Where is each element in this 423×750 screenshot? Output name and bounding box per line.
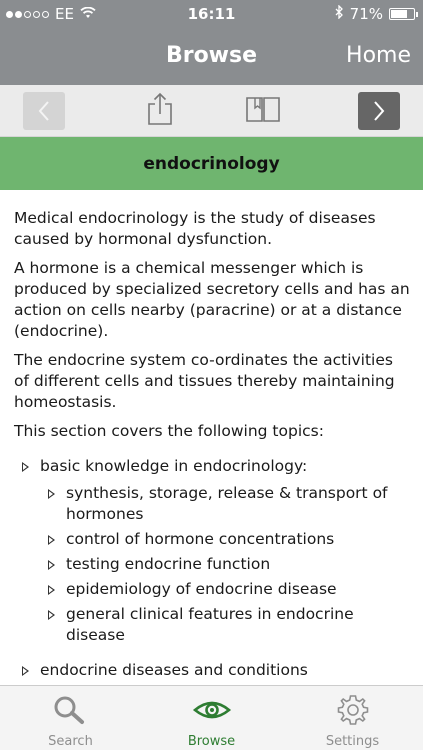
- battery-fill: [391, 10, 407, 18]
- battery-percent: 71%: [349, 5, 383, 23]
- triangle-bullet-icon: [22, 462, 29, 472]
- tab-search[interactable]: [0, 686, 141, 750]
- bluetooth-icon: [335, 5, 344, 23]
- eye-icon: [192, 694, 232, 726]
- topics-intro: This section covers the following topics:: [14, 422, 324, 440]
- status-time: 16:11: [187, 5, 236, 23]
- tab-label: Search: [48, 734, 93, 749]
- triangle-bullet-icon: [22, 666, 29, 676]
- subtopic-label: epidemiology of endocrine disease: [66, 580, 337, 598]
- subtopic-list: [40, 483, 411, 646]
- chevron-left-icon: [37, 100, 51, 122]
- subtopic-label: control of hormone concentrations: [66, 530, 335, 548]
- battery-tip: [416, 12, 418, 17]
- section-title: endocrinology: [0, 137, 423, 190]
- triangle-bullet-icon: [48, 560, 55, 570]
- share-icon: [146, 92, 174, 126]
- subtopic-label: general clinical features in endocrine disease: [66, 605, 354, 644]
- subtopic-item[interactable]: [40, 554, 411, 575]
- book-icon: [245, 94, 281, 124]
- triangle-bullet-icon: [48, 585, 55, 595]
- gear-icon: [336, 694, 370, 726]
- triangle-bullet-icon: [48, 489, 55, 499]
- tab-settings[interactable]: [282, 686, 423, 750]
- tab-browse[interactable]: [141, 686, 282, 750]
- next-page-button[interactable]: [358, 92, 400, 130]
- tab-label: Browse: [187, 734, 236, 749]
- topic-item[interactable]: [14, 456, 411, 646]
- share-button[interactable]: [139, 90, 181, 128]
- carrier-name: EE: [55, 5, 74, 23]
- status-bar: [0, 0, 423, 28]
- paragraph: The endocrine system co-ordinates the activities of different cells and tissues thereby maintaining homeostasis.: [14, 351, 395, 411]
- subtopic-item[interactable]: [40, 579, 411, 600]
- tab-bar: [0, 685, 423, 750]
- tab-label: Settings: [325, 734, 380, 749]
- navigation-bar: [0, 28, 423, 85]
- subtopic-label: testing endocrine function: [66, 555, 271, 573]
- subtopic-item[interactable]: [40, 604, 411, 646]
- triangle-bullet-icon: [48, 610, 55, 620]
- topic-item[interactable]: [14, 660, 411, 681]
- subtopic-item[interactable]: [40, 529, 411, 550]
- search-icon: [51, 694, 91, 726]
- triangle-bullet-icon: [48, 535, 55, 545]
- home-button[interactable]: Home: [346, 43, 411, 68]
- status-right: [335, 5, 415, 23]
- chevron-right-icon: [372, 100, 386, 122]
- subtopic-label: synthesis, storage, release & transport of hormones: [66, 484, 388, 523]
- bookmarks-button[interactable]: [242, 90, 284, 128]
- article-content[interactable]: [0, 190, 423, 685]
- previous-page-button[interactable]: [23, 92, 65, 130]
- paragraph: Medical endocrinology is the study of diseases caused by hormonal dysfunction.: [14, 209, 376, 248]
- topic-label: endocrine diseases and conditions: [40, 661, 308, 679]
- page-title: Browse: [165, 43, 258, 68]
- paragraph: A hormone is a chemical messenger which is produced by specialized secretory cells and has an action on cells nearby (paracrine) or at a distance (endocrine).: [14, 259, 410, 340]
- subtopic-item[interactable]: [40, 483, 411, 525]
- topic-list: [14, 456, 411, 681]
- toolbar: [0, 85, 423, 137]
- topic-label: basic knowledge in endocrinology:: [40, 457, 308, 475]
- battery-icon: [389, 8, 415, 20]
